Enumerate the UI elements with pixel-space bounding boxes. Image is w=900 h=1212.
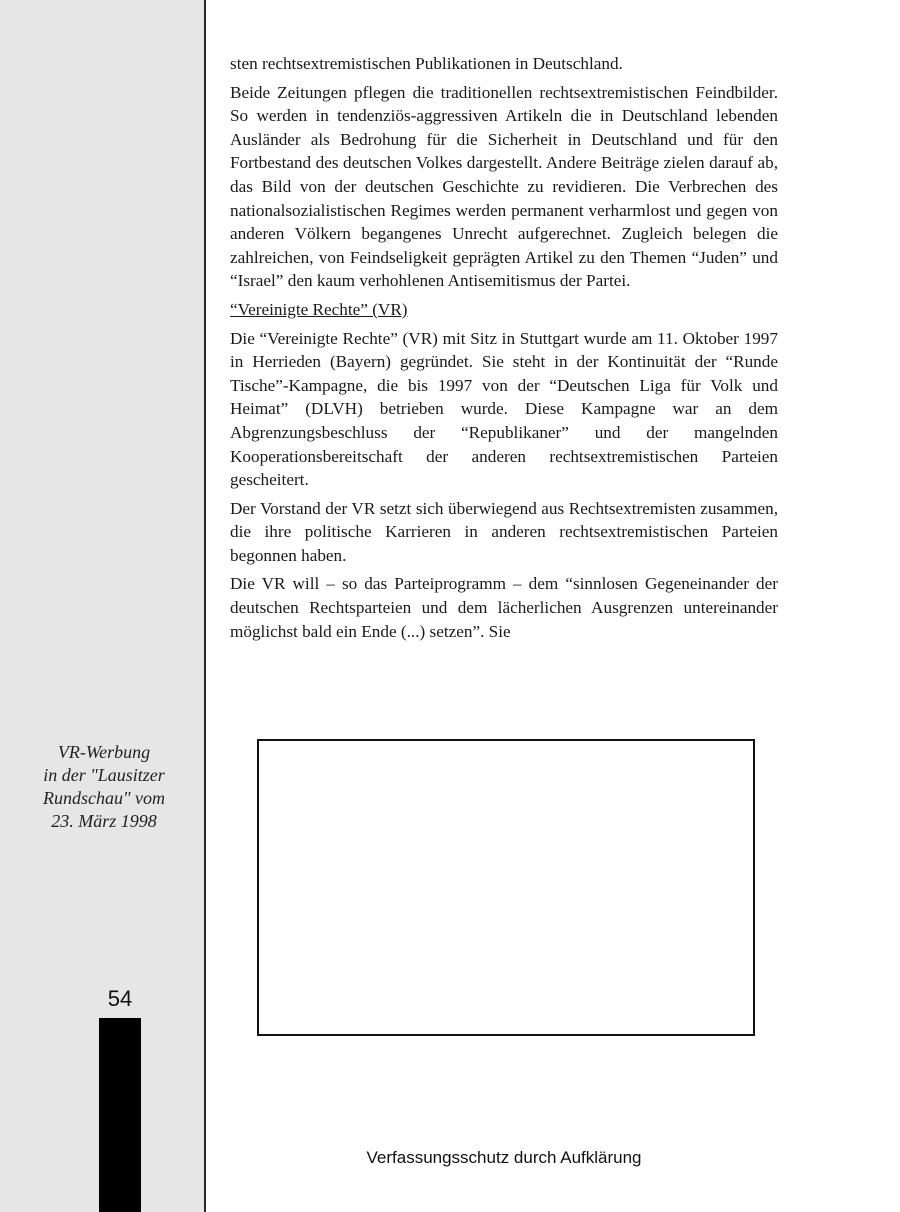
paragraph-4: Der Vorstand der VR setzt sich überwiegend aus Rechtsextremisten zusammen, die ihre politische Karrieren in anderen rechtsextremistischen Parteien begonnen haben. [230,498,778,565]
page-footer: Verfassungsschutz durch Aufklärung [366,1148,642,1167]
paragraph-5: Die VR will – so das Parteiprogramm – dem “sinnlosen Gegeneinander der deutschen Rechtsparteien und dem lächerlichen Ausgrenzen untereinander möglichst bald ein Ende (...) setzen”. Sie [230,574,778,641]
caption-line-4: 23. März 1998 [51,811,157,831]
paragraph-1: sten rechtsextremistischen Publikationen in Deutschland. [230,54,623,73]
paragraph-2: Beide Zeitungen pflegen die traditionellen rechtsextremistischen Feindbilder. So werden in tendenziös-aggressiven Artikeln die in Deutschland lebenden Ausländer als Bedrohung für die Sicherheit in Deutschland und für den Fortbestand des deutschen Volkes dargestellt. Andere Beiträge zielen darauf ab, das Bild von der deutschen Geschichte zu revidieren. Die Verbrechen des nationalsozialistischen Regimes werden permanent verharmlost und gegen von anderen Völkern begangenes Unrecht aufgerechnet. Zugleich belegen die zahlreichen, von Feindseligkeit geprägten Artikel zu den Themen “Juden” und “Israel” den kaum verhohlenen Antisemitismus der Partei. [230,82,778,291]
image-caption [14,741,194,833]
body-text [230,52,778,648]
section-heading: “Vereinigte Rechte” (VR) [230,299,408,319]
caption-line-2: in der "Lausitzer [43,765,165,785]
margin-divider [204,0,206,1212]
caption-line-3: Rundschau" vom [42,788,166,808]
paragraph-3: Die “Vereinigte Rechte” (VR) mit Sitz in Stuttgart wurde am 11. Oktober 1997 in Herrieden (Bayern) gegründet. Sie steht in der Kontinuität der “Runde Tische”-Kampagne, die bis 1997 von der “Deutschen Liga für Volk und Heimat” (DLVH) betrieben wurde. Diese Kampagne war an dem Abgrenzungsbeschluss der “Republikaner” und der mangelnden Kooperationsbereitschaft der anderen rechtsextremistischen Parteien gescheitert. [230,328,778,490]
page-number: 54 [107,986,133,1011]
advertisement-image-frame [257,739,755,1036]
caption-line-1: VR-Werbung [57,742,151,762]
page-tab-marker [99,1018,141,1212]
